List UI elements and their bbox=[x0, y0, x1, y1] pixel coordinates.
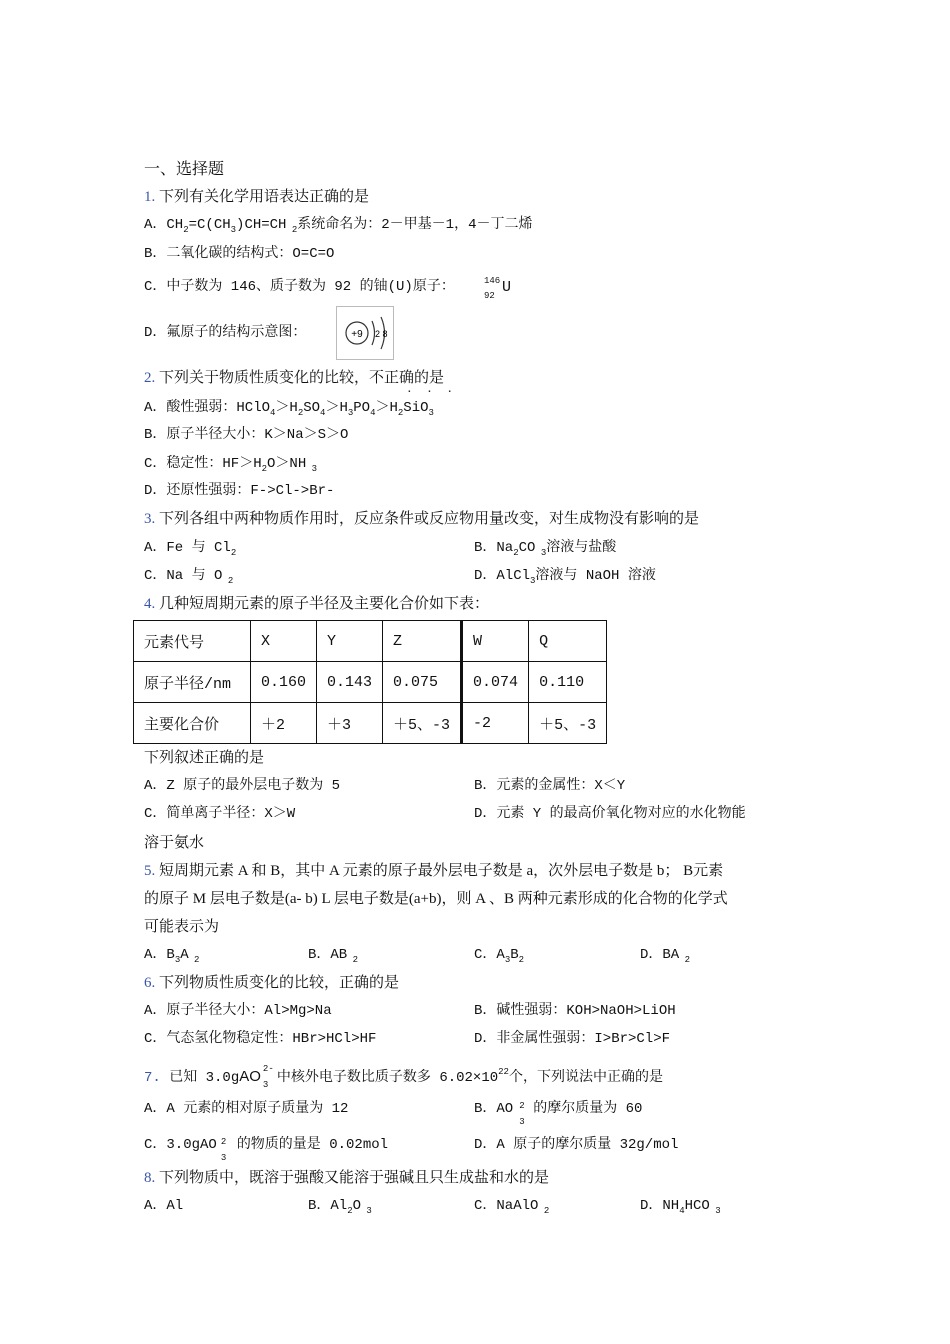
question-2-option-d: D．还原性强弱：F->Cl->Br- bbox=[144, 483, 335, 499]
question-5-stem-2: 的原子 M 层电子数是(a- b) L 层电子数是(a+b)，则 A 、B 两种元素形成的化合物的化学式 bbox=[144, 891, 728, 907]
question-3-option-b: B．$Na_2CO$ $_3$溶液与盐酸 bbox=[474, 540, 617, 558]
question-6-stem: 6. 下列物质性质变化的比较，正确的是 bbox=[144, 975, 400, 991]
question-8-option-c: C．NaAlO $_2$ bbox=[474, 1198, 550, 1216]
question-6-option-a: A．原子半径大小：Al>Mg>Na bbox=[144, 1003, 332, 1019]
question-2-option-c: C．稳定性：$HF>H_2O>NH$ $_3$ bbox=[144, 456, 318, 474]
question-6-option-c: C．气态氢化物稳定性：HBr>HCl>HF bbox=[144, 1031, 377, 1047]
question-2-option-a: A．酸性强弱：$HClO_4>H_2SO_4>H_3PO_4>H_2SiO_3$ bbox=[144, 400, 434, 418]
question-4-option-a: A．Z 原子的最外层电子数为 5 bbox=[144, 778, 341, 794]
question-2-option-b: B．原子半径大小：K＞Na＞S＞O bbox=[144, 427, 349, 443]
exam-page: 一、选择题 1. 下列有关化学用语表达正确的是 A．$CH_2=C(CH_3)CH=CH$ $_2$系统命名为：2－甲基－1，4－丁二烯 B．二氧化碳的结构式：O=C=O C．中子数为 146、质子数为 92 的铀(U)原子： 146 92 U D．氟原子的结构示意图： +9 2 8 2. 下列关于物质性质变化的比较，不正确的是 · · · A．酸性强弱：$HClO_4>H_2SO_4>H_3PO_4>H_2SiO_3$ B．原子半径大小：K＞Na＞S＞O C．稳定性：$HF>H_2O>NH$ $_3$ D．还原性强弱：F->Cl->Br- 3. 下列各组中两种物质作用时，反应条件或反应物用量改变，对生成物没有影响的是 A．Fe 与 $Cl_2$ B．$Na_2CO$ $_3$溶液与盐酸 C．Na 与 O $_2$ D．AlCl$_3$溶液与 NaOH 溶液 4. 几种短周期元素的原子半径及主要化合价如下表： 元素代号 X Y Z W Q 原子半径/nm 0.160 0.143 0.075 0.074 0.110 主要化合价 ＋2 ＋3 ＋5、-3 -2 ＋5、-3 下列叙述正确的是 A．Z 原子的最外层电子数为 5 B．元素的金属性：X＜Y C．简单离子半径：X＞W D．元素 Y 的最高价氧化物对应的水化物能 溶于氨水 5. 短周期元素 A 和 B，其中 A 元素的原子最外层电子数是 a，次外层电子数是 b； B元素 的原子 M 层电子数是(a- b) L 层电子数是(a+b)，则 A 、B 两种元素形成的化合物的化学式 可能表示为 A．$B_3A$ $_2$ B．AB $_2$ C．$A_3B_2$ D．BA $_2$ 6. 下列物质性质变化的比较，正确的是 A．原子半径大小：Al>Mg>Na B．碱性强弱：KOH>NaOH>LiOH C．气态氢化物稳定性：HBr>HCl>HF D．非金属性强弱：I>Br>Cl>F 7. 已知 3.0gAO 2- 3 中核外电子数比质子数多 $6.02\times 10^{22}$个，下列说法中正确的是 A．A 元素的相对原子质量为 12 B．AO 2 3 的摩尔质量为 60 C．3.0gAO 2 3 的物质的量是 0.02mol D．A 原子的摩尔质量 32g/mol 8. 下列物质中，既溶于强酸又能溶于强碱且只生成盐和水的是 A．Al B．$Al_2O$ $_3$ C．NaAlO $_2$ D．$NH_4HCO$ $_3$ bbox=[0, 0, 950, 1344]
question-4-option-d: D．元素 Y 的最高价氧化物对应的水化物能 bbox=[474, 806, 746, 822]
question-4-option-b: B．元素的金属性：X＜Y bbox=[474, 778, 626, 794]
question-7-stem: 7. 已知 3.0gAO 2- 3 中核外电子数比质子数多 $6.02\times 10^{22}$个，下列说法中正确的是 bbox=[144, 1064, 663, 1090]
question-number: 1. bbox=[144, 189, 156, 205]
question-3-option-c: C．Na 与 O $_2$ bbox=[144, 568, 234, 586]
question-8-option-b: B．$Al_2O$ $_3$ bbox=[308, 1198, 372, 1216]
question-5-option-b: B．AB $_2$ bbox=[308, 947, 359, 965]
question-7-option-d: D．A 原子的摩尔质量 32g/mol bbox=[474, 1137, 679, 1153]
question-7-option-c: C．3.0gAO 2 3 的物质的量是 0.02mol bbox=[144, 1137, 389, 1163]
question-5-stem-3: 可能表示为 bbox=[144, 919, 220, 935]
question-7-option-b: B．AO 2 3 的摩尔质量为 60 bbox=[474, 1101, 643, 1127]
question-3-option-a: A．Fe 与 $Cl_2$ bbox=[144, 540, 237, 558]
table-row: 原子半径/nm 0.160 0.143 0.075 0.074 0.110 bbox=[134, 662, 607, 703]
element-table bbox=[133, 620, 607, 744]
question-1-option-b: B．二氧化碳的结构式：O=C=O bbox=[144, 246, 335, 262]
question-4-stem: 4. 几种短周期元素的原子半径及主要化合价如下表： bbox=[144, 596, 490, 612]
svg-text:+9: +9 bbox=[351, 329, 363, 340]
question-4-after: 下列叙述正确的是 bbox=[144, 750, 265, 766]
question-5-option-a: A．$B_3A$ $_2$ bbox=[144, 947, 200, 965]
table-row: 元素代号 X Y Z W Q bbox=[134, 621, 607, 662]
question-2-stem: 2. 下列关于物质性质变化的比较，不正确的是 bbox=[144, 370, 445, 386]
atom-structure-icon bbox=[337, 307, 393, 359]
fluorine-atom-diagram bbox=[336, 306, 394, 360]
question-8-stem: 8. 下列物质中，既溶于强酸又能溶于强碱且只生成盐和水的是 bbox=[144, 1170, 550, 1186]
question-8-option-a: A．Al bbox=[144, 1198, 184, 1214]
question-5-stem: 5. 短周期元素 A 和 B，其中 A 元素的原子最外层电子数是 a，次外层电子数是 b； B元素 bbox=[144, 863, 724, 879]
question-1-option-a: A．$CH_2=C(CH_3)CH=CH$ $_2$系统命名为：2－甲基－1，4－丁二烯 bbox=[144, 217, 533, 235]
question-1-option-c: C．中子数为 146、质子数为 92 的铀(U)原子： bbox=[144, 279, 455, 295]
table-row: 主要化合价 ＋2 ＋3 ＋5、-3 -2 ＋5、-3 bbox=[134, 703, 607, 744]
question-1-option-d: D．氟原子的结构示意图： bbox=[144, 325, 307, 341]
question-5-option-d: D．BA $_2$ bbox=[640, 947, 691, 965]
question-7-option-a: A．A 元素的相对原子质量为 12 bbox=[144, 1101, 349, 1117]
question-4-option-d-cont: 溶于氨水 bbox=[144, 835, 205, 851]
question-3-stem: 3. 下列各组中两种物质作用时，反应条件或反应物用量改变，对生成物没有影响的是 bbox=[144, 511, 700, 527]
question-4-option-c: C．简单离子半径：X＞W bbox=[144, 806, 296, 822]
question-6-option-d: D．非金属性强弱：I>Br>Cl>F bbox=[474, 1031, 671, 1047]
question-6-option-b: B．碱性强弱：KOH>NaOH>LiOH bbox=[474, 1003, 676, 1019]
section-title: 一、选择题 bbox=[144, 161, 225, 178]
question-3-option-d: D．AlCl$_3$溶液与 NaOH 溶液 bbox=[474, 568, 656, 586]
question-8-option-d: D．$NH_4HCO$ $_3$ bbox=[640, 1198, 721, 1216]
question-5-option-c: C．$A_3B_2$ bbox=[474, 947, 525, 965]
emphasis-dots: · · · bbox=[407, 385, 458, 400]
svg-text:2 8: 2 8 bbox=[375, 329, 388, 339]
question-1-stem: 1. 下列有关化学用语表达正确的是 bbox=[144, 189, 370, 205]
